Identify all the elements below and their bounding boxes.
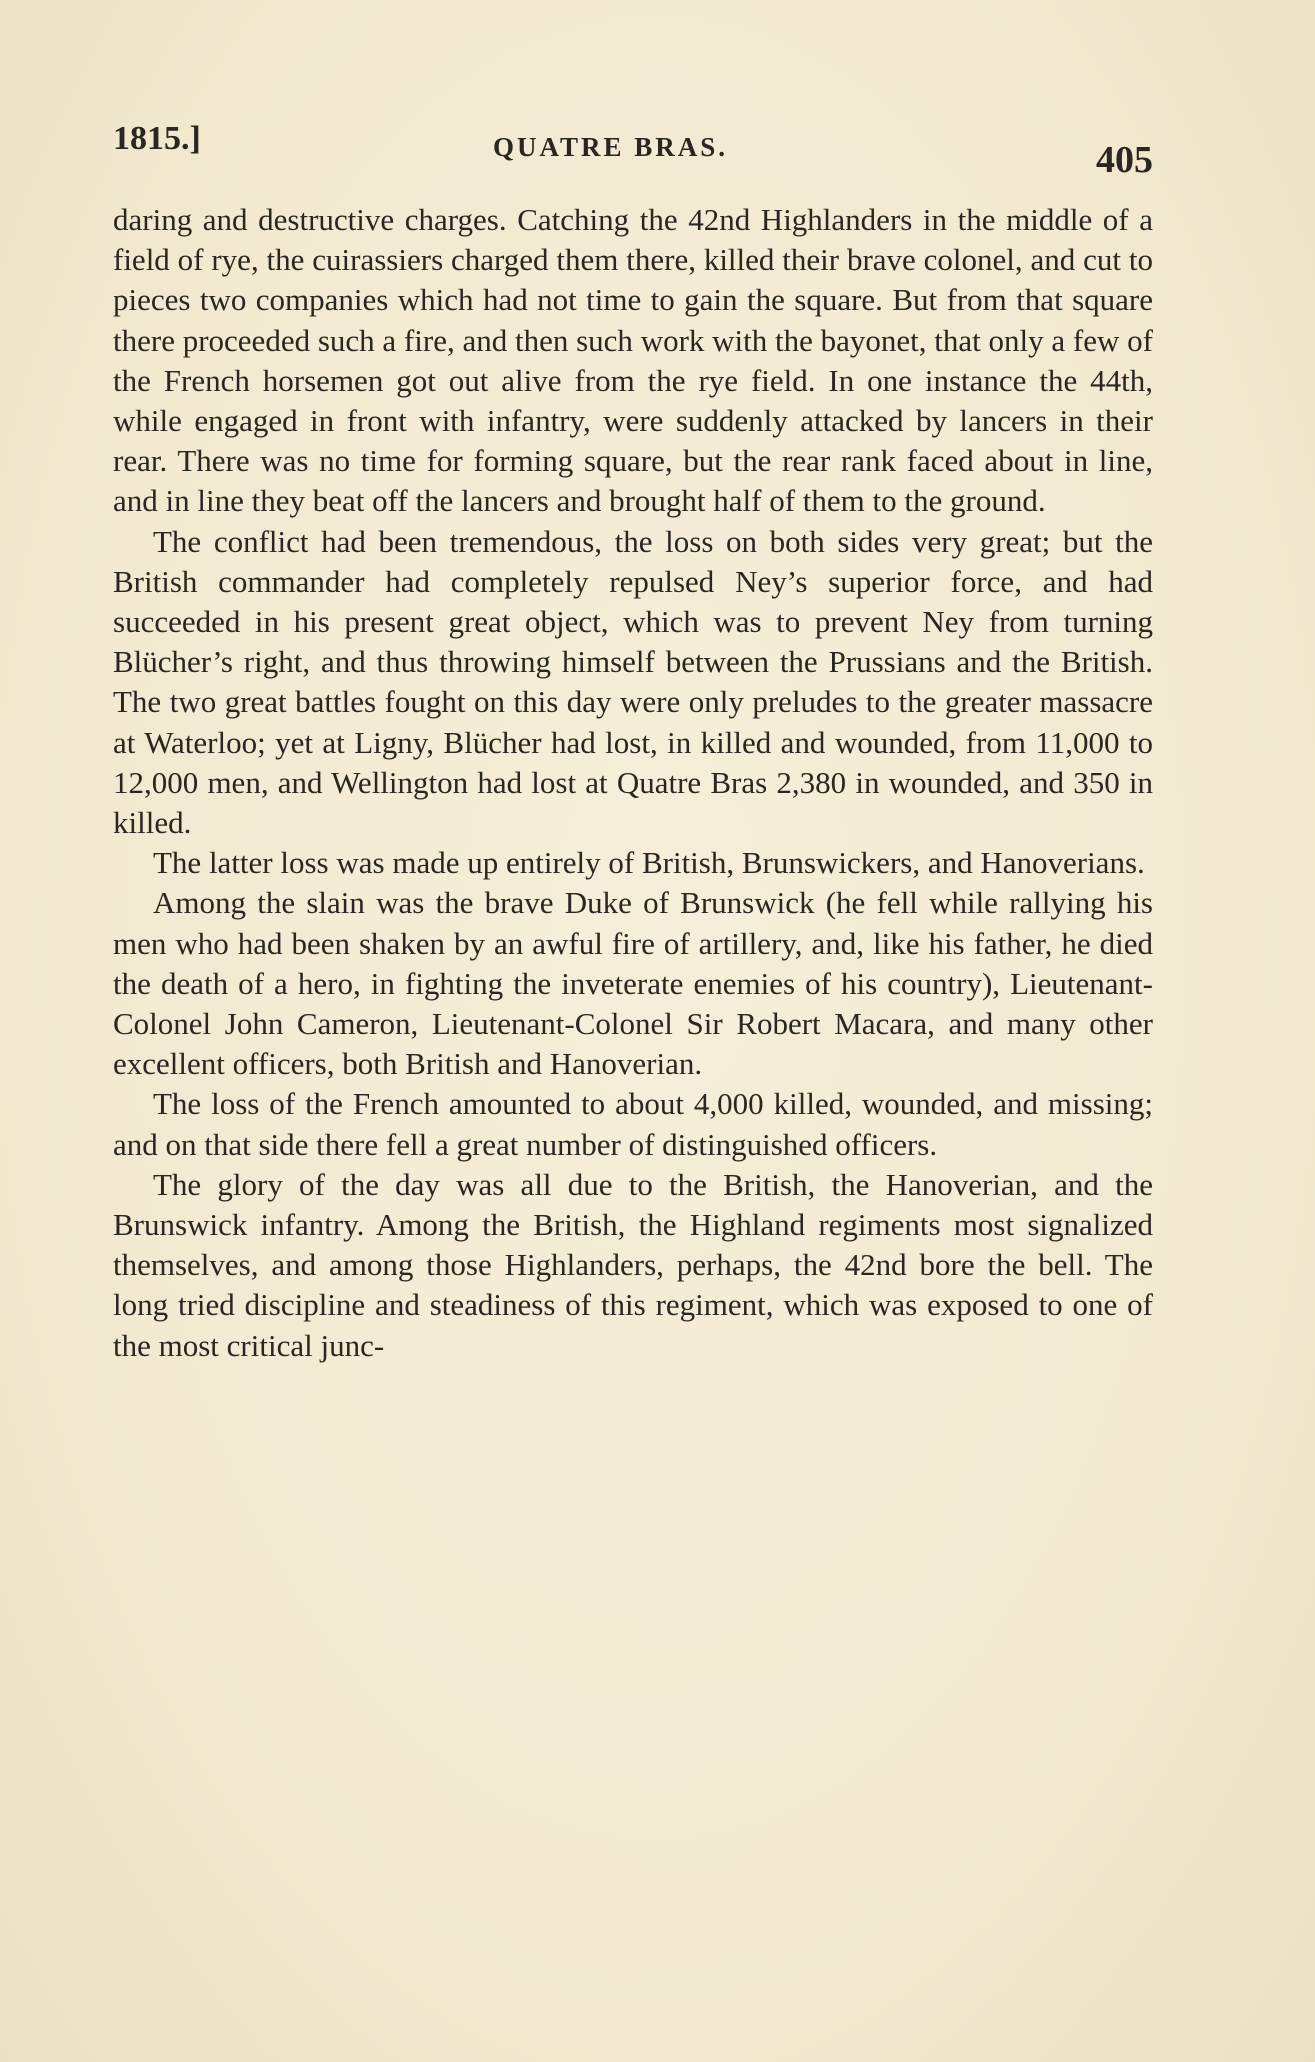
- paragraph-6: The glory of the day was all due to the British, the Hanoverian, and the Brunswick infantry. Among the British, the Highland regiments most signalized themselves, and among those Highlanders, perhaps, the 42nd bore the bell. The long tried discipline and steadiness of this regiment, which was exposed to one of the most critical junc-: [113, 1166, 1153, 1363]
- running-title: QUATRE BRAS.: [493, 132, 729, 162]
- paragraph-1: daring and destructive charges. Catching the 42nd Highlanders in the middle of a field of rye, the cuirassiers charged them there, killed their brave colonel, and cut to pieces two companies which had not time to gain the square. But from that square there proceeded such a fire, and then such work with the bayonet, that only a few of the French horsemen got out alive from the rye field. In one instance the 44th, while engaged in front with infantry, were suddenly attacked by lancers in their rear. There was no time for forming square, but the rear rank faced about in line, and in line they beat off the lancers and brought half of them to the ground.: [113, 202, 1153, 519]
- running-header: [113, 120, 1153, 190]
- paragraph-3: The latter loss was made up entirely of British, Brunswickers, and Hanoverians.: [153, 845, 1145, 881]
- paragraph-2: The conflict had been tremendous, the loss on both sides very great; but the British commander had completely repulsed Ney’s superior force, and had succeeded in his present great object, which was to prevent Ney from turning Blücher’s right, and thus throwing himself between the Prussians and the British. The two great battles fought on this day were only preludes to the greater massacre at Waterloo; yet at Ligny, Blücher had lost, in killed and wounded, from 11,000 to 12,000 men, and Wellington had lost at Quatre Bras 2,380 in wounded, and 350 in killed.: [113, 523, 1153, 841]
- page-number: 405: [1096, 139, 1153, 181]
- paragraph-5: The loss of the French amounted to about 4,000 killed, wounded, and missing; and on that side there fell a great number of distinguished officers.: [113, 1086, 1153, 1162]
- running-date: 1815.]: [113, 120, 201, 157]
- body-text: [113, 200, 1153, 1366]
- paragraph-4: Among the slain was the brave Duke of Brunswick (he fell while rallying his men who had been shaken by an awful fire of artillery, and, like his father, he died the death of a hero, in fighting the inveterate enemies of his country), Lieutenant-Colonel John Cameron, Lieutenant-Colonel Sir Robert Macara, and many other excellent officers, both British and Hanoverian.: [113, 885, 1153, 1082]
